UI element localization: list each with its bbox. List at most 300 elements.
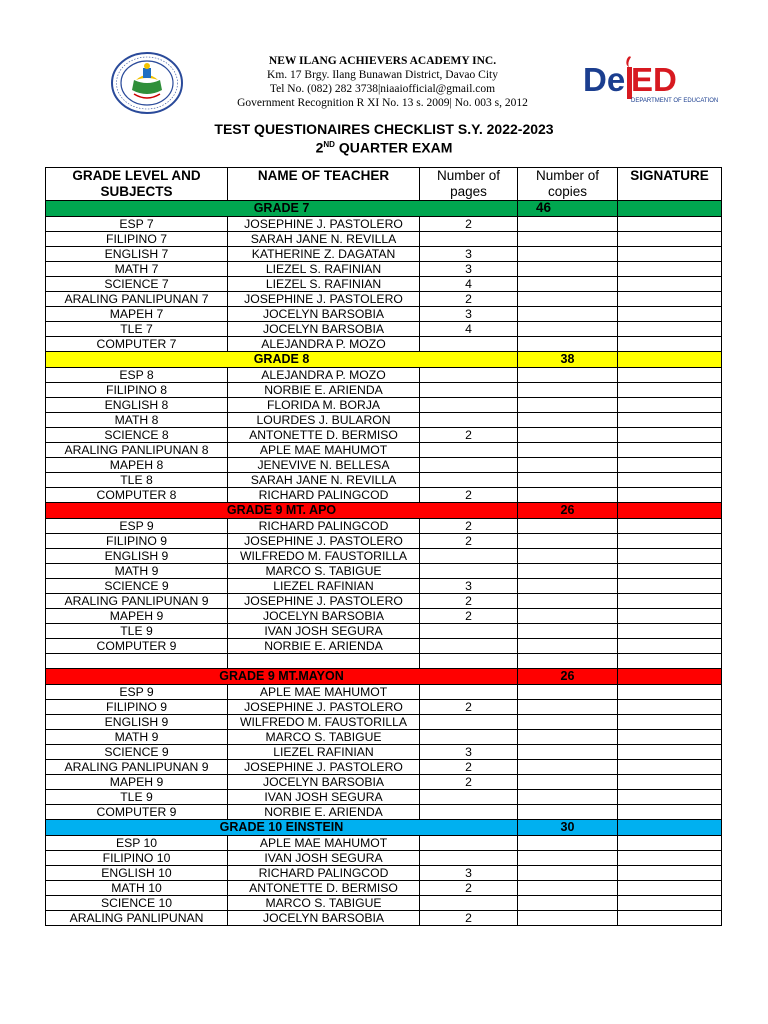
table-row xyxy=(46,700,722,715)
table-row xyxy=(46,443,722,458)
subject-cell: ENGLISH 8 xyxy=(46,398,228,413)
subject-cell: SCIENCE 7 xyxy=(46,277,228,292)
svg-text:De: De xyxy=(583,61,626,98)
signature-cell xyxy=(618,896,722,911)
teacher-cell: RICHARD PALINGCOD xyxy=(228,488,420,503)
signature-cell xyxy=(618,564,722,579)
pages-cell: 2 xyxy=(420,911,518,926)
copies-cell xyxy=(518,866,618,881)
subject-cell: SCIENCE 8 xyxy=(46,428,228,443)
signature-cell xyxy=(618,760,722,775)
teacher-cell: JOSEPHINE J. PASTOLERO xyxy=(228,700,420,715)
teacher-cell: JOCELYN BARSOBIA xyxy=(228,307,420,322)
pages-cell: 3 xyxy=(420,247,518,262)
teacher-cell: IVAN JOSH SEGURA xyxy=(228,624,420,639)
teacher-cell: JENEVIVE N. BELLESA xyxy=(228,458,420,473)
grade-copies: 38 xyxy=(518,352,618,368)
subject-cell: ENGLISH 7 xyxy=(46,247,228,262)
signature-cell xyxy=(618,519,722,534)
pages-cell: 3 xyxy=(420,307,518,322)
teacher-cell: APLE MAE MAHUMOT xyxy=(228,685,420,700)
copies-cell xyxy=(518,368,618,383)
pages-cell: 2 xyxy=(420,428,518,443)
table-row xyxy=(46,232,722,247)
table-row xyxy=(46,368,722,383)
subject-cell: ESP 8 xyxy=(46,368,228,383)
teacher-cell: KATHERINE Z. DAGATAN xyxy=(228,247,420,262)
copies-cell xyxy=(518,760,618,775)
pages-cell xyxy=(420,654,518,669)
signature-cell xyxy=(618,685,722,700)
pages-cell: 3 xyxy=(420,866,518,881)
teacher-cell: ALEJANDRA P. MOZO xyxy=(228,337,420,352)
copies-cell xyxy=(518,443,618,458)
signature-cell xyxy=(618,836,722,851)
table-row xyxy=(46,292,722,307)
signature-cell xyxy=(618,594,722,609)
table-row xyxy=(46,534,722,549)
svg-text:ED: ED xyxy=(631,61,677,98)
subject-cell: FILIPINO 7 xyxy=(46,232,228,247)
teacher-cell: LIEZEL RAFINIAN xyxy=(228,745,420,760)
subject-cell: ARALING PANLIPUNAN 9 xyxy=(46,594,228,609)
copies-cell xyxy=(518,534,618,549)
subject-cell: SCIENCE 9 xyxy=(46,579,228,594)
pages-cell: 2 xyxy=(420,881,518,896)
teacher-cell: SARAH JANE N. REVILLA xyxy=(228,473,420,488)
signature-cell xyxy=(618,307,722,322)
teacher-cell: IVAN JOSH SEGURA xyxy=(228,851,420,866)
copies-cell xyxy=(518,745,618,760)
subject-cell: MATH 9 xyxy=(46,564,228,579)
copies-cell xyxy=(518,805,618,820)
subject-cell: COMPUTER 7 xyxy=(46,337,228,352)
table-row xyxy=(46,262,722,277)
subject-cell: MATH 8 xyxy=(46,413,228,428)
table-row xyxy=(46,760,722,775)
teacher-cell: JOCELYN BARSOBIA xyxy=(228,322,420,337)
copies-cell xyxy=(518,624,618,639)
deped-logo xyxy=(583,53,719,113)
copies-cell xyxy=(518,337,618,352)
teacher-cell: JOSEPHINE J. PASTOLERO xyxy=(228,760,420,775)
teacher-cell: NORBIE E. ARIENDA xyxy=(228,805,420,820)
table-row xyxy=(46,277,722,292)
copies-cell xyxy=(518,277,618,292)
copies-cell xyxy=(518,654,618,669)
document-title xyxy=(0,122,768,156)
copies-cell xyxy=(518,428,618,443)
subject-cell: SCIENCE 9 xyxy=(46,745,228,760)
teacher-cell: ANTONETTE D. BERMISO xyxy=(228,881,420,896)
signature-cell xyxy=(618,322,722,337)
copies-cell xyxy=(518,881,618,896)
grade-label: GRADE 9 MT.MAYON xyxy=(46,669,518,685)
copies-cell xyxy=(518,609,618,624)
table-row xyxy=(46,805,722,820)
subject-cell: MATH 7 xyxy=(46,262,228,277)
teacher-cell: APLE MAE MAHUMOT xyxy=(228,443,420,458)
copies-cell xyxy=(518,217,618,232)
header-row xyxy=(46,168,722,201)
checklist-table xyxy=(45,167,722,926)
title-line2 xyxy=(0,137,768,156)
pages-cell: 2 xyxy=(420,775,518,790)
signature-cell xyxy=(618,473,722,488)
teacher-cell: LOURDES J. BULARON xyxy=(228,413,420,428)
subject-cell: FILIPINO 10 xyxy=(46,851,228,866)
copies-cell xyxy=(518,473,618,488)
subject-cell: TLE 8 xyxy=(46,473,228,488)
signature-cell xyxy=(618,217,722,232)
pages-cell xyxy=(420,715,518,730)
table-row xyxy=(46,639,722,654)
pages-cell xyxy=(420,413,518,428)
title-line2-rest: QUARTER EXAM xyxy=(334,139,453,156)
subject-cell: FILIPINO 9 xyxy=(46,534,228,549)
pages-cell: 2 xyxy=(420,488,518,503)
header-teacher: NAME OF TEACHER xyxy=(228,168,420,201)
copies-cell xyxy=(518,911,618,926)
grade-label: GRADE 8 xyxy=(46,352,518,368)
table-row xyxy=(46,685,722,700)
pages-cell xyxy=(420,337,518,352)
copies-cell xyxy=(518,685,618,700)
pages-cell: 3 xyxy=(420,262,518,277)
table-row xyxy=(46,594,722,609)
signature-cell xyxy=(618,805,722,820)
pages-cell: 2 xyxy=(420,534,518,549)
signature-cell xyxy=(618,413,722,428)
copies-cell xyxy=(518,639,618,654)
subject-cell: MAPEH 9 xyxy=(46,775,228,790)
signature-cell xyxy=(618,368,722,383)
signature-cell xyxy=(618,654,722,669)
grade-signature-cell xyxy=(618,669,722,685)
copies-cell xyxy=(518,851,618,866)
teacher-cell: ALEJANDRA P. MOZO xyxy=(228,368,420,383)
subject-cell: MAPEH 9 xyxy=(46,609,228,624)
table-row xyxy=(46,564,722,579)
pages-cell: 2 xyxy=(420,760,518,775)
pages-cell xyxy=(420,805,518,820)
table-row xyxy=(46,519,722,534)
subject-cell: ENGLISH 9 xyxy=(46,549,228,564)
grade-label: GRADE 9 MT. APO xyxy=(46,503,518,519)
teacher-cell: JOCELYN BARSOBIA xyxy=(228,911,420,926)
teacher-cell: RICHARD PALINGCOD xyxy=(228,519,420,534)
subject-cell: MAPEH 7 xyxy=(46,307,228,322)
teacher-cell: FLORIDA M. BORJA xyxy=(228,398,420,413)
pages-cell: 2 xyxy=(420,594,518,609)
subject-cell: MATH 10 xyxy=(46,881,228,896)
copies-cell xyxy=(518,549,618,564)
subject-cell: TLE 9 xyxy=(46,624,228,639)
table-row xyxy=(46,488,722,503)
header-copies: Number of copies xyxy=(518,168,618,201)
table-row xyxy=(46,790,722,805)
signature-cell xyxy=(618,715,722,730)
grade-signature-cell xyxy=(618,820,722,836)
signature-cell xyxy=(618,337,722,352)
signature-cell xyxy=(618,549,722,564)
grade-header-row xyxy=(46,669,722,685)
subject-cell: FILIPINO 8 xyxy=(46,383,228,398)
teacher-cell: JOSEPHINE J. PASTOLERO xyxy=(228,594,420,609)
pages-cell: 3 xyxy=(420,579,518,594)
copies-cell xyxy=(518,700,618,715)
pages-cell xyxy=(420,639,518,654)
subject-cell: TLE 9 xyxy=(46,790,228,805)
pages-cell xyxy=(420,851,518,866)
grade-label: GRADE 10 EINSTEIN xyxy=(46,820,518,836)
grade-signature-cell xyxy=(618,201,722,217)
table-row xyxy=(46,398,722,413)
teacher-cell: WILFREDO M. FAUSTORILLA xyxy=(228,715,420,730)
copies-cell xyxy=(518,307,618,322)
table-row xyxy=(46,247,722,262)
pages-cell: 4 xyxy=(420,322,518,337)
pages-cell xyxy=(420,398,518,413)
signature-cell xyxy=(618,458,722,473)
pages-cell xyxy=(420,790,518,805)
pages-cell xyxy=(420,443,518,458)
teacher-cell: MARCO S. TABIGUE xyxy=(228,896,420,911)
signature-cell xyxy=(618,866,722,881)
subject-cell: FILIPINO 9 xyxy=(46,700,228,715)
table-row xyxy=(46,896,722,911)
subject-cell: ARALING PANLIPUNAN 9 xyxy=(46,760,228,775)
table-row xyxy=(46,458,722,473)
subject-cell: ESP 7 xyxy=(46,217,228,232)
subject-cell: ENGLISH 10 xyxy=(46,866,228,881)
table-row xyxy=(46,730,722,745)
pages-cell: 4 xyxy=(420,277,518,292)
table-row xyxy=(46,775,722,790)
table-row xyxy=(46,624,722,639)
teacher-cell: RICHARD PALINGCOD xyxy=(228,866,420,881)
pages-cell xyxy=(420,896,518,911)
pages-cell xyxy=(420,549,518,564)
signature-cell xyxy=(618,232,722,247)
teacher-cell: JOCELYN BARSOBIA xyxy=(228,609,420,624)
subject-cell: ESP 10 xyxy=(46,836,228,851)
table-row xyxy=(46,866,722,881)
grade-header-row xyxy=(46,352,722,368)
signature-cell xyxy=(618,911,722,926)
table-row xyxy=(46,549,722,564)
table-row xyxy=(46,881,722,896)
signature-cell xyxy=(618,790,722,805)
copies-cell xyxy=(518,594,618,609)
signature-cell xyxy=(618,609,722,624)
copies-cell xyxy=(518,488,618,503)
table-row xyxy=(46,322,722,337)
teacher-cell: LIEZEL S. RAFINIAN xyxy=(228,277,420,292)
title-line1: TEST QUESTIONAIRES CHECKLIST S.Y. 2022-2023 xyxy=(214,121,554,137)
pages-cell xyxy=(420,232,518,247)
subject-cell: ARALING PANLIPUNAN xyxy=(46,911,228,926)
signature-cell xyxy=(618,428,722,443)
copies-cell xyxy=(518,579,618,594)
subject-cell: ESP 9 xyxy=(46,685,228,700)
table-row xyxy=(46,383,722,398)
teacher-cell: WILFREDO M. FAUSTORILLA xyxy=(228,549,420,564)
svg-text:DEPARTMENT OF EDUCATION: DEPARTMENT OF EDUCATION xyxy=(631,98,719,104)
grade-label: GRADE 7 xyxy=(46,201,518,217)
copies-cell xyxy=(518,398,618,413)
copies-cell xyxy=(518,715,618,730)
table-row xyxy=(46,337,722,352)
copies-cell xyxy=(518,383,618,398)
pages-cell: 3 xyxy=(420,745,518,760)
pages-cell xyxy=(420,368,518,383)
grade-header-row xyxy=(46,201,722,217)
pages-cell: 2 xyxy=(420,609,518,624)
subject-cell: MATH 9 xyxy=(46,730,228,745)
grade-copies: 26 xyxy=(518,669,618,685)
teacher-cell: LIEZEL S. RAFINIAN xyxy=(228,262,420,277)
copies-cell xyxy=(518,232,618,247)
teacher-cell: APLE MAE MAHUMOT xyxy=(228,836,420,851)
pages-cell xyxy=(420,685,518,700)
table-row xyxy=(46,851,722,866)
teacher-cell: NORBIE E. ARIENDA xyxy=(228,639,420,654)
pages-cell xyxy=(420,458,518,473)
table-row xyxy=(46,473,722,488)
grade-header-row xyxy=(46,503,722,519)
signature-cell xyxy=(618,277,722,292)
table-row xyxy=(46,911,722,926)
table-row xyxy=(46,579,722,594)
school-contact: Tel No. (082) 282 3738|niaaiofficial@gmail.com xyxy=(269,83,496,95)
copies-cell xyxy=(518,730,618,745)
header-pages: Number of pages xyxy=(420,168,518,201)
signature-cell xyxy=(618,398,722,413)
teacher-cell: MARCO S. TABIGUE xyxy=(228,564,420,579)
grade-header-row xyxy=(46,820,722,836)
subject-cell: COMPUTER 9 xyxy=(46,805,228,820)
table-row xyxy=(46,715,722,730)
signature-cell xyxy=(618,262,722,277)
pages-cell: 2 xyxy=(420,519,518,534)
teacher-cell: LIEZEL RAFINIAN xyxy=(228,579,420,594)
pages-cell xyxy=(420,383,518,398)
school-recognition: Government Recognition R XI No. 13 s. 2009| No. 003 s, 2012 xyxy=(237,97,528,109)
teacher-cell xyxy=(228,654,420,669)
signature-cell xyxy=(618,700,722,715)
copies-cell xyxy=(518,292,618,307)
signature-cell xyxy=(618,775,722,790)
table-row xyxy=(46,745,722,760)
teacher-cell: ANTONETTE D. BERMISO xyxy=(228,428,420,443)
subject-cell: ESP 9 xyxy=(46,519,228,534)
signature-cell xyxy=(618,292,722,307)
title-ordinal-number: 2 xyxy=(315,139,324,156)
signature-cell xyxy=(618,745,722,760)
teacher-cell: JOSEPHINE J. PASTOLERO xyxy=(228,534,420,549)
signature-cell xyxy=(618,247,722,262)
grade-copies: 26 xyxy=(518,503,618,519)
copies-cell xyxy=(518,564,618,579)
school-address: Km. 17 Brgy. Ilang Bunawan District, Davao City xyxy=(267,69,498,81)
title-ordinal-suffix: ND xyxy=(323,140,335,149)
pages-cell xyxy=(420,564,518,579)
subject-cell: ARALING PANLIPUNAN 7 xyxy=(46,292,228,307)
copies-cell xyxy=(518,790,618,805)
table-body xyxy=(46,201,722,926)
grade-copies: 30 xyxy=(518,820,618,836)
table-row xyxy=(46,609,722,624)
teacher-cell: JOSEPHINE J. PASTOLERO xyxy=(228,292,420,307)
copies-cell xyxy=(518,247,618,262)
subject-cell: COMPUTER 9 xyxy=(46,639,228,654)
pages-cell xyxy=(420,730,518,745)
subject-cell: ENGLISH 9 xyxy=(46,715,228,730)
subject-cell: TLE 7 xyxy=(46,322,228,337)
copies-cell xyxy=(518,413,618,428)
table-row xyxy=(46,217,722,232)
teacher-cell: NORBIE E. ARIENDA xyxy=(228,383,420,398)
copies-cell xyxy=(518,775,618,790)
grade-signature-cell xyxy=(618,503,722,519)
subject-cell: MAPEH 8 xyxy=(46,458,228,473)
school-info xyxy=(190,54,575,110)
pages-cell xyxy=(420,836,518,851)
teacher-cell: JOSEPHINE J. PASTOLERO xyxy=(228,217,420,232)
header-signature: SIGNATURE xyxy=(618,168,722,201)
table-row xyxy=(46,307,722,322)
teacher-cell: IVAN JOSH SEGURA xyxy=(228,790,420,805)
table-row xyxy=(46,836,722,851)
grade-copies: 46 xyxy=(518,201,618,217)
teacher-cell: JOCELYN BARSOBIA xyxy=(228,775,420,790)
pages-cell xyxy=(420,473,518,488)
letterhead xyxy=(0,52,768,114)
signature-cell xyxy=(618,383,722,398)
table-row xyxy=(46,413,722,428)
copies-cell xyxy=(518,322,618,337)
school-name: NEW ILANG ACHIEVERS ACADEMY INC. xyxy=(268,55,497,67)
teacher-cell: SARAH JANE N. REVILLA xyxy=(228,232,420,247)
subject-cell: ARALING PANLIPUNAN 8 xyxy=(46,443,228,458)
pages-cell xyxy=(420,624,518,639)
teacher-cell: MARCO S. TABIGUE xyxy=(228,730,420,745)
pages-cell: 2 xyxy=(420,700,518,715)
signature-cell xyxy=(618,881,722,896)
signature-cell xyxy=(618,730,722,745)
subject-cell: SCIENCE 10 xyxy=(46,896,228,911)
subject-cell xyxy=(46,654,228,669)
signature-cell xyxy=(618,488,722,503)
copies-cell xyxy=(518,836,618,851)
table-row xyxy=(46,428,722,443)
header-grade-level: GRADE LEVEL AND SUBJECTS xyxy=(46,168,228,201)
copies-cell xyxy=(518,896,618,911)
signature-cell xyxy=(618,579,722,594)
copies-cell xyxy=(518,458,618,473)
pages-cell: 2 xyxy=(420,292,518,307)
pages-cell: 2 xyxy=(420,217,518,232)
table-row xyxy=(46,654,722,669)
signature-cell xyxy=(618,639,722,654)
signature-cell xyxy=(618,443,722,458)
grade-signature-cell xyxy=(618,352,722,368)
signature-cell xyxy=(618,624,722,639)
copies-cell xyxy=(518,519,618,534)
subject-cell: COMPUTER 8 xyxy=(46,488,228,503)
copies-cell xyxy=(518,262,618,277)
